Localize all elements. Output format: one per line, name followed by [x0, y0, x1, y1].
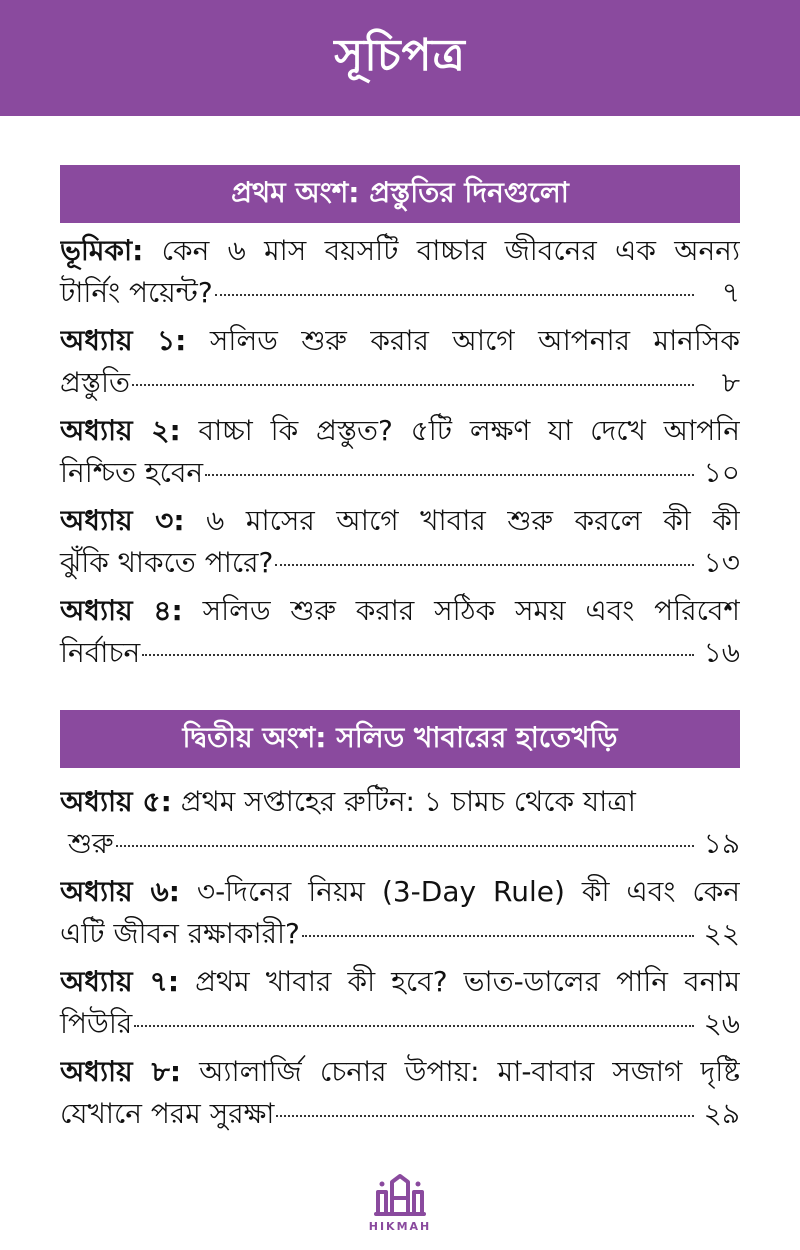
page-number: ১৬ [703, 636, 740, 669]
entry-label: অধ্যায় ৭: [60, 965, 180, 998]
entry-label: অধ্যায় ২: [60, 414, 181, 447]
entry-title: বাচ্চা কি প্রস্তুত? ৫টি লক্ষণ যা দেখে আপনি [198, 414, 740, 447]
entry-continuation-line [60, 363, 740, 403]
page-number: ২৯ [703, 1097, 740, 1130]
entry-title-line [60, 591, 740, 631]
entry-title-continuation: প্রস্তুতি [60, 366, 131, 399]
entry-title-line [60, 872, 740, 912]
entry-title: কেন ৬ মাস বয়সটি বাচ্চার জীবনের এক অনন্য [161, 234, 740, 267]
entry-continuation-line [60, 914, 740, 954]
entry-continuation-line [60, 453, 740, 493]
entry-title-continuation: নির্বাচন [60, 636, 141, 669]
page-number: ৭ [721, 276, 740, 309]
entry-title-line [60, 411, 740, 451]
section-part-two [60, 710, 740, 1134]
toc-entry-chapter-4[interactable] [60, 591, 740, 673]
entry-title-continuation: যেখানে পরম সুরক্ষা [60, 1097, 275, 1130]
section-header: দ্বিতীয় অংশ: সলিড খাবারের হাতেখড়ি [60, 710, 740, 768]
entry-label: অধ্যায় ৫: [60, 785, 172, 818]
entry-title-line [60, 321, 740, 361]
entry-continuation-line [60, 273, 740, 313]
entry-title-line [60, 1052, 740, 1092]
dot-leader [275, 564, 694, 566]
entry-label: অধ্যায় ৪: [60, 594, 183, 627]
dot-leader [215, 294, 694, 296]
entry-title-continuation: নিশ্চিত হবেন [60, 456, 204, 489]
entry-title: সলিড শুরু করার সঠিক সময় এবং পরিবেশ [202, 594, 740, 627]
entry-label: অধ্যায় ৮: [60, 1055, 182, 1088]
entry-label: অধ্যায় ৬: [60, 875, 180, 908]
entry-label: অধ্যায় ৩: [60, 504, 185, 537]
toc-entry-chapter-2[interactable] [60, 411, 740, 493]
entry-title: অ্যালার্জি চেনার উপায়: মা-বাবার সজাগ দৃষ্টি [199, 1055, 740, 1088]
entry-title-continuation: পিউরি [60, 1007, 133, 1040]
section-part-one [60, 165, 740, 673]
entry-title-continuation: এটি জীবন রক্ষাকারী? [60, 917, 300, 950]
dot-leader [142, 654, 694, 656]
entry-title-continuation: ঝুঁকি থাকতে পারে? [60, 546, 274, 579]
entry-title-line [60, 501, 740, 541]
section-header: প্রথম অংশ: প্রস্তুতির দিনগুলো [60, 165, 740, 223]
entry-title: ৬ মাসের আগে খাবার শুরু করলে কী কী [206, 504, 740, 537]
toc-entry-chapter-3[interactable] [60, 501, 740, 583]
page-number: ১৯ [703, 827, 740, 860]
dot-leader [276, 1115, 694, 1117]
entry-title-line [60, 962, 740, 1002]
logo-text: HIKMAH [368, 1220, 432, 1233]
dot-leader [132, 384, 694, 386]
entry-title-line [60, 231, 740, 271]
toc-entry-introduction[interactable] [60, 231, 740, 313]
entry-title-continuation: শুরু [68, 827, 114, 860]
page-number: ৮ [721, 366, 740, 399]
dot-leader [134, 1025, 694, 1027]
page-number: ২৬ [703, 1007, 740, 1040]
entry-continuation-line [60, 633, 740, 673]
hikmah-logo [360, 1172, 440, 1238]
entry-title: প্রথম সপ্তাহের রুটিন: ১ চামচ থেকে যাত্রা [180, 785, 636, 818]
page-number: ২২ [703, 917, 740, 950]
entry-continuation-line [60, 824, 740, 864]
toc-entry-chapter-8[interactable] [60, 1052, 740, 1134]
entry-continuation-line [60, 1004, 740, 1044]
entry-continuation-line [60, 543, 740, 583]
toc-entry-chapter-6[interactable] [60, 872, 740, 954]
toc-entry-chapter-1[interactable] [60, 321, 740, 403]
entry-label: ভূমিকা: [60, 234, 144, 267]
entry-title: ৩-দিনের নিয়ম (3-Day Rule) কী এবং কেন [196, 875, 740, 908]
page-number: ১০ [703, 456, 740, 489]
entry-continuation-line [60, 1094, 740, 1134]
dot-leader [302, 935, 694, 937]
entry-title-continuation: টার্নিং পয়েন্ট? [60, 276, 213, 309]
entry-title: প্রথম খাবার কী হবে? ভাত-ডালের পানি বনাম [195, 965, 740, 998]
title-banner [0, 0, 800, 116]
toc-entry-chapter-7[interactable] [60, 962, 740, 1044]
page-number: ১৩ [703, 546, 740, 579]
hikmah-logo-icon [372, 1172, 428, 1218]
page-title: সূচিপত্র [334, 29, 466, 81]
dot-leader [116, 845, 694, 847]
entry-label: অধ্যায় ১: [60, 324, 187, 357]
dot-leader [205, 474, 694, 476]
entry-title: সলিড শুরু করার আগে আপনার মানসিক [209, 324, 740, 357]
toc-entry-chapter-5[interactable] [60, 782, 740, 864]
entry-title-line [60, 782, 740, 822]
